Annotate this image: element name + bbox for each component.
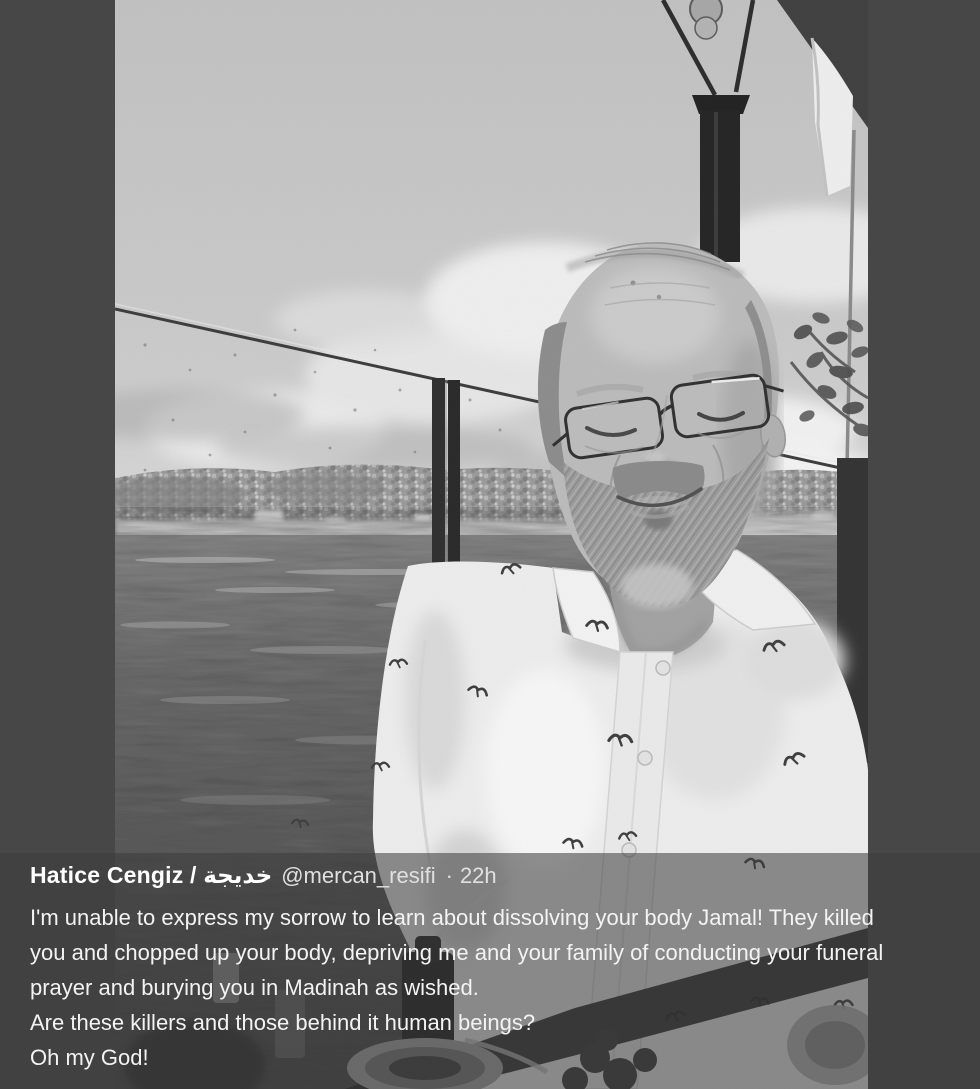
tweet-timestamp[interactable]: 22h <box>459 863 497 888</box>
tweet-text-line: I'm unable to express my sorrow to learn about dissolving your body Jamal! They killed <box>30 905 874 930</box>
tweet-text-line: Are these killers and those behind it human beings? <box>30 1010 536 1035</box>
tweet-text <box>30 900 950 1075</box>
tweet-caption-overlay <box>0 853 980 1089</box>
tweet-byline <box>30 860 950 894</box>
tweet-author-handle[interactable]: @mercan_resifi <box>281 863 436 888</box>
tweet-text-line: you and chopped up your body, depriving me and your family of conducting your funeral <box>30 940 884 965</box>
tweet-text-line: prayer and burying you in Madinah as wished. <box>30 975 479 1000</box>
tweet-author-name[interactable]: Hatice Cengiz / خديجة <box>30 862 273 888</box>
tweet-text-line: Oh my God! <box>30 1045 149 1070</box>
byline-separator-dot: · <box>445 863 453 888</box>
